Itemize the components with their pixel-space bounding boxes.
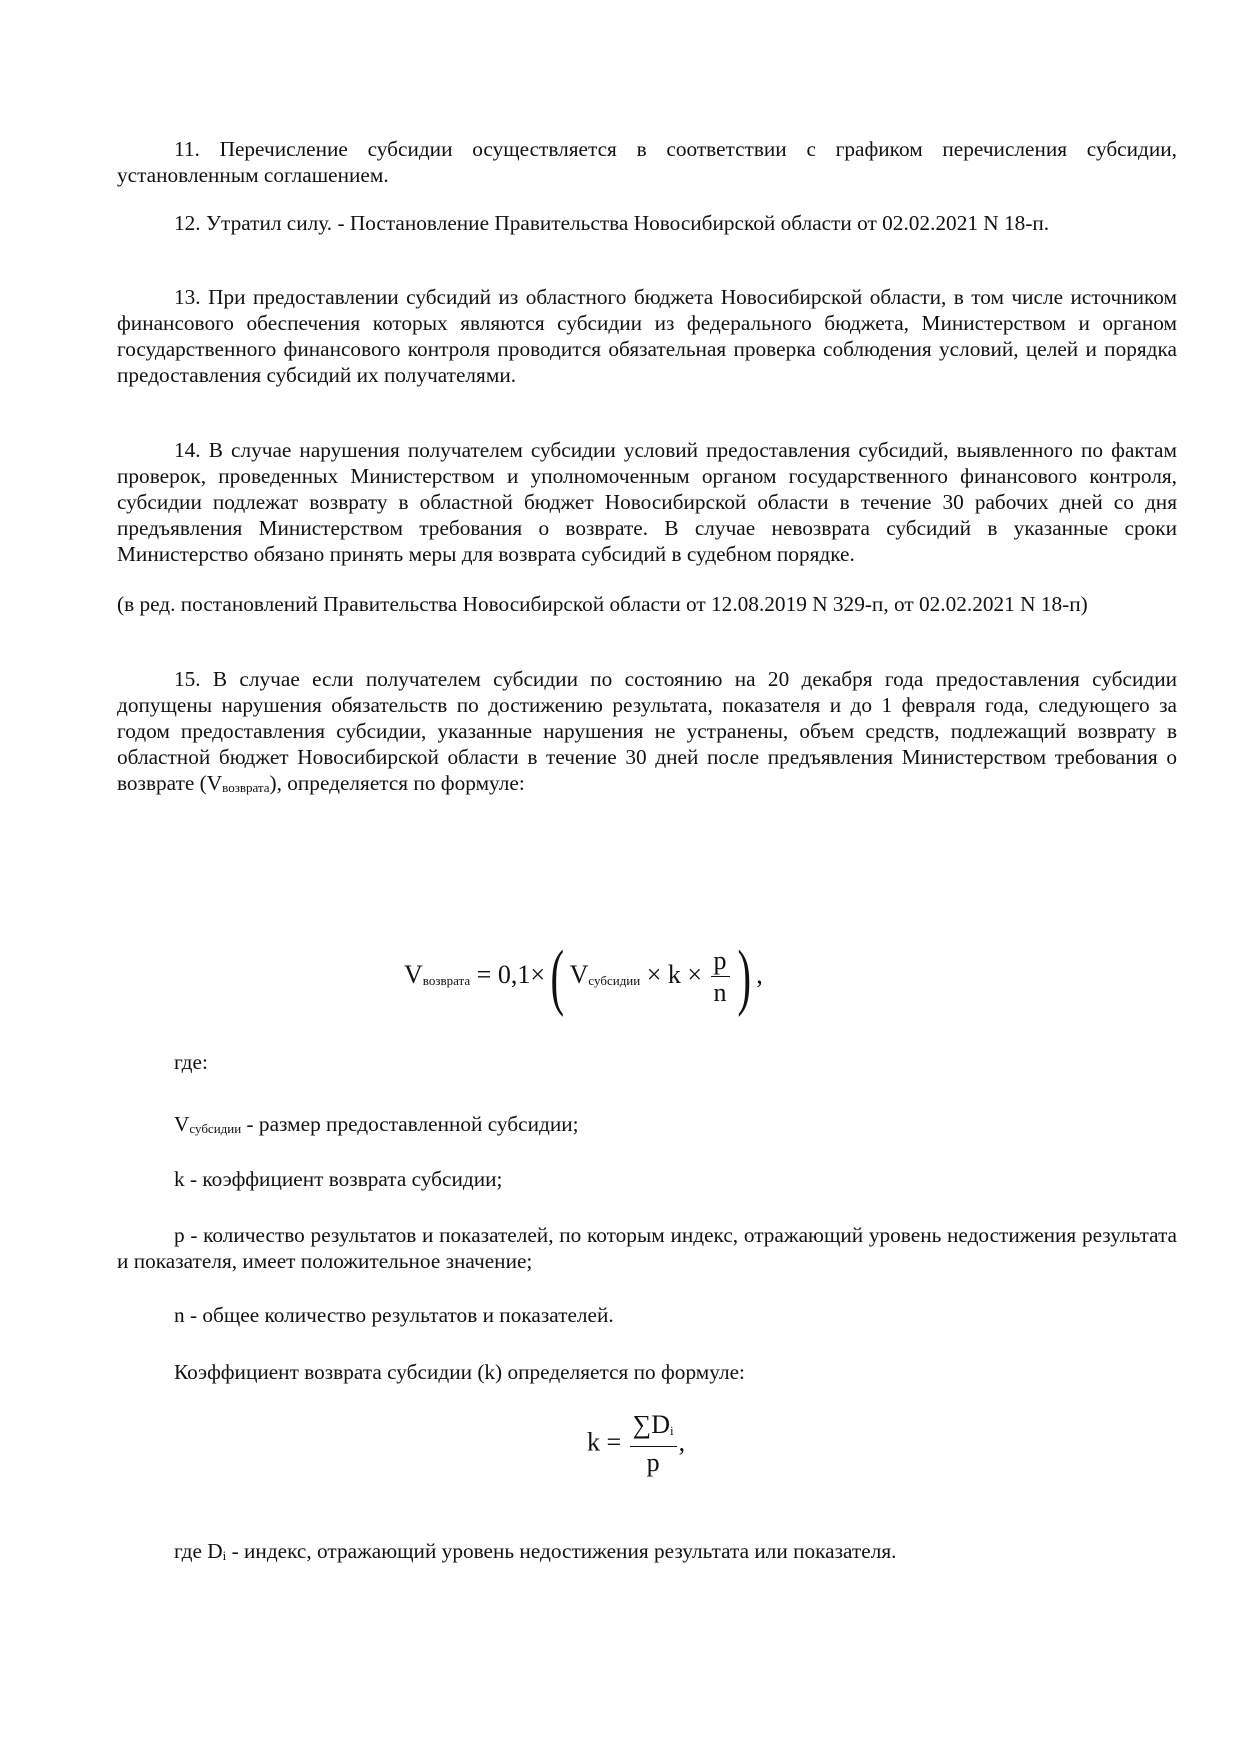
amendment-note: (в ред. постановлений Правительства Новосибирской области от 12.08.2019 N 329-п, от 02.02.2021 N 18-п) bbox=[117, 592, 1088, 616]
paragraph-14: 14. В случае нарушения получателем субсидии условий предоставления субсидий, выявленного по фактам проверок, проведенных Министерством и уполномоченным органом государственного финансового контроля, субсидии подлежат возврату в областной бюджет Новосибирской области в течение 30 рабочих дней со дня предъявления Министерством требования о возврате. В случае невозврата субсидий в указанные сроки Министерство обязано принять меры для возврата субсидий в судебном порядке. bbox=[117, 438, 1177, 566]
paragraph-15-text: 15. В случае если получателем субсидии по состоянию на 20 декабря года предоставления субсидии допущены нарушения обязательств по достижению результата, показателя и до 1 февраля года, следующего за годом предоставления субсидии, указанные нарушения не устранены, объем средств, подлежащий возврату в областной бюджет Новосибирской области в течение 30 дней после предъявления Министерством требования о возврате (V bbox=[117, 667, 1177, 795]
formula-inner-var: V bbox=[569, 959, 589, 989]
right-paren: ) bbox=[737, 936, 751, 1018]
v-return-subscript: возврата bbox=[222, 780, 270, 795]
formula-k-lhs: k = bbox=[587, 1427, 628, 1457]
definition-v-subsidy bbox=[117, 1111, 1177, 1142]
def-v-sub: субсидии bbox=[189, 1121, 242, 1136]
definition-p: p - количество результатов и показателей, по которым индекс, отражающий уровень недостижения результата и показателя, имеет положительное значение; bbox=[117, 1223, 1177, 1273]
formula-tail: , bbox=[756, 959, 763, 989]
paragraph-15-tail: ), определяется по формуле: bbox=[269, 771, 525, 795]
formula-k bbox=[587, 1410, 685, 1479]
d-var: D bbox=[651, 1410, 670, 1439]
d-sub: i bbox=[670, 1423, 674, 1438]
definition-n: n - общее количество результатов и показателей. bbox=[174, 1303, 614, 1327]
definition-di bbox=[117, 1538, 1177, 1569]
fraction-p-over-n bbox=[711, 946, 730, 1009]
fraction-numerator bbox=[630, 1410, 677, 1447]
definition-k: k - коэффициент возврата субсидии; bbox=[174, 1167, 503, 1191]
sum-sign: ∑ bbox=[632, 1410, 652, 1439]
where-label: где: bbox=[174, 1050, 208, 1074]
formula-times-k: × k × bbox=[640, 959, 709, 989]
k-formula-intro: Коэффициент возврата субсидии (k) определяется по формуле: bbox=[174, 1360, 745, 1384]
fraction-sum-d-over-p bbox=[630, 1410, 677, 1479]
formula-v-return bbox=[404, 936, 763, 1018]
left-paren: ( bbox=[550, 936, 565, 1018]
def-v-var: V bbox=[174, 1112, 190, 1136]
paragraph-15 bbox=[117, 666, 1177, 801]
fraction-numerator: p bbox=[711, 946, 730, 977]
def-v-text: - размер предоставленной субсидии; bbox=[241, 1112, 579, 1136]
formula-lhs-sub: возврата bbox=[422, 972, 471, 988]
di-sub: i bbox=[222, 1548, 227, 1563]
fraction-denominator: n bbox=[713, 977, 727, 1007]
formula-lhs-var: V bbox=[404, 959, 423, 989]
fraction-denominator: p bbox=[646, 1448, 660, 1477]
paragraph-13: 13. При предоставлении субсидий из областного бюджета Новосибирской области, в том числе источником финансового обеспечения которых являются субсидии из федерального бюджета, Министерством и органом государственного финансового контроля проводится обязательная проверка соблюдения условий, целей и порядка предоставления субсидий их получателями. bbox=[117, 285, 1177, 387]
formula-inner-sub: субсидии bbox=[588, 972, 641, 988]
di-pre: где D bbox=[174, 1539, 223, 1563]
paragraph-11: 11. Перечисление субсидии осуществляется в соответствии с графиком перечисления субсидии, установленным соглашением. bbox=[117, 137, 1177, 187]
formula-k-tail: , bbox=[678, 1427, 686, 1457]
formula-eq-coef: = 0,1× bbox=[470, 959, 545, 989]
di-text: - индекс, отражающий уровень недостижения результата или показателя. bbox=[226, 1539, 897, 1563]
paragraph-12: 12. Утратил силу. - Постановление Правительства Новосибирской области от 02.02.2021 N 18-п. bbox=[174, 211, 1050, 235]
